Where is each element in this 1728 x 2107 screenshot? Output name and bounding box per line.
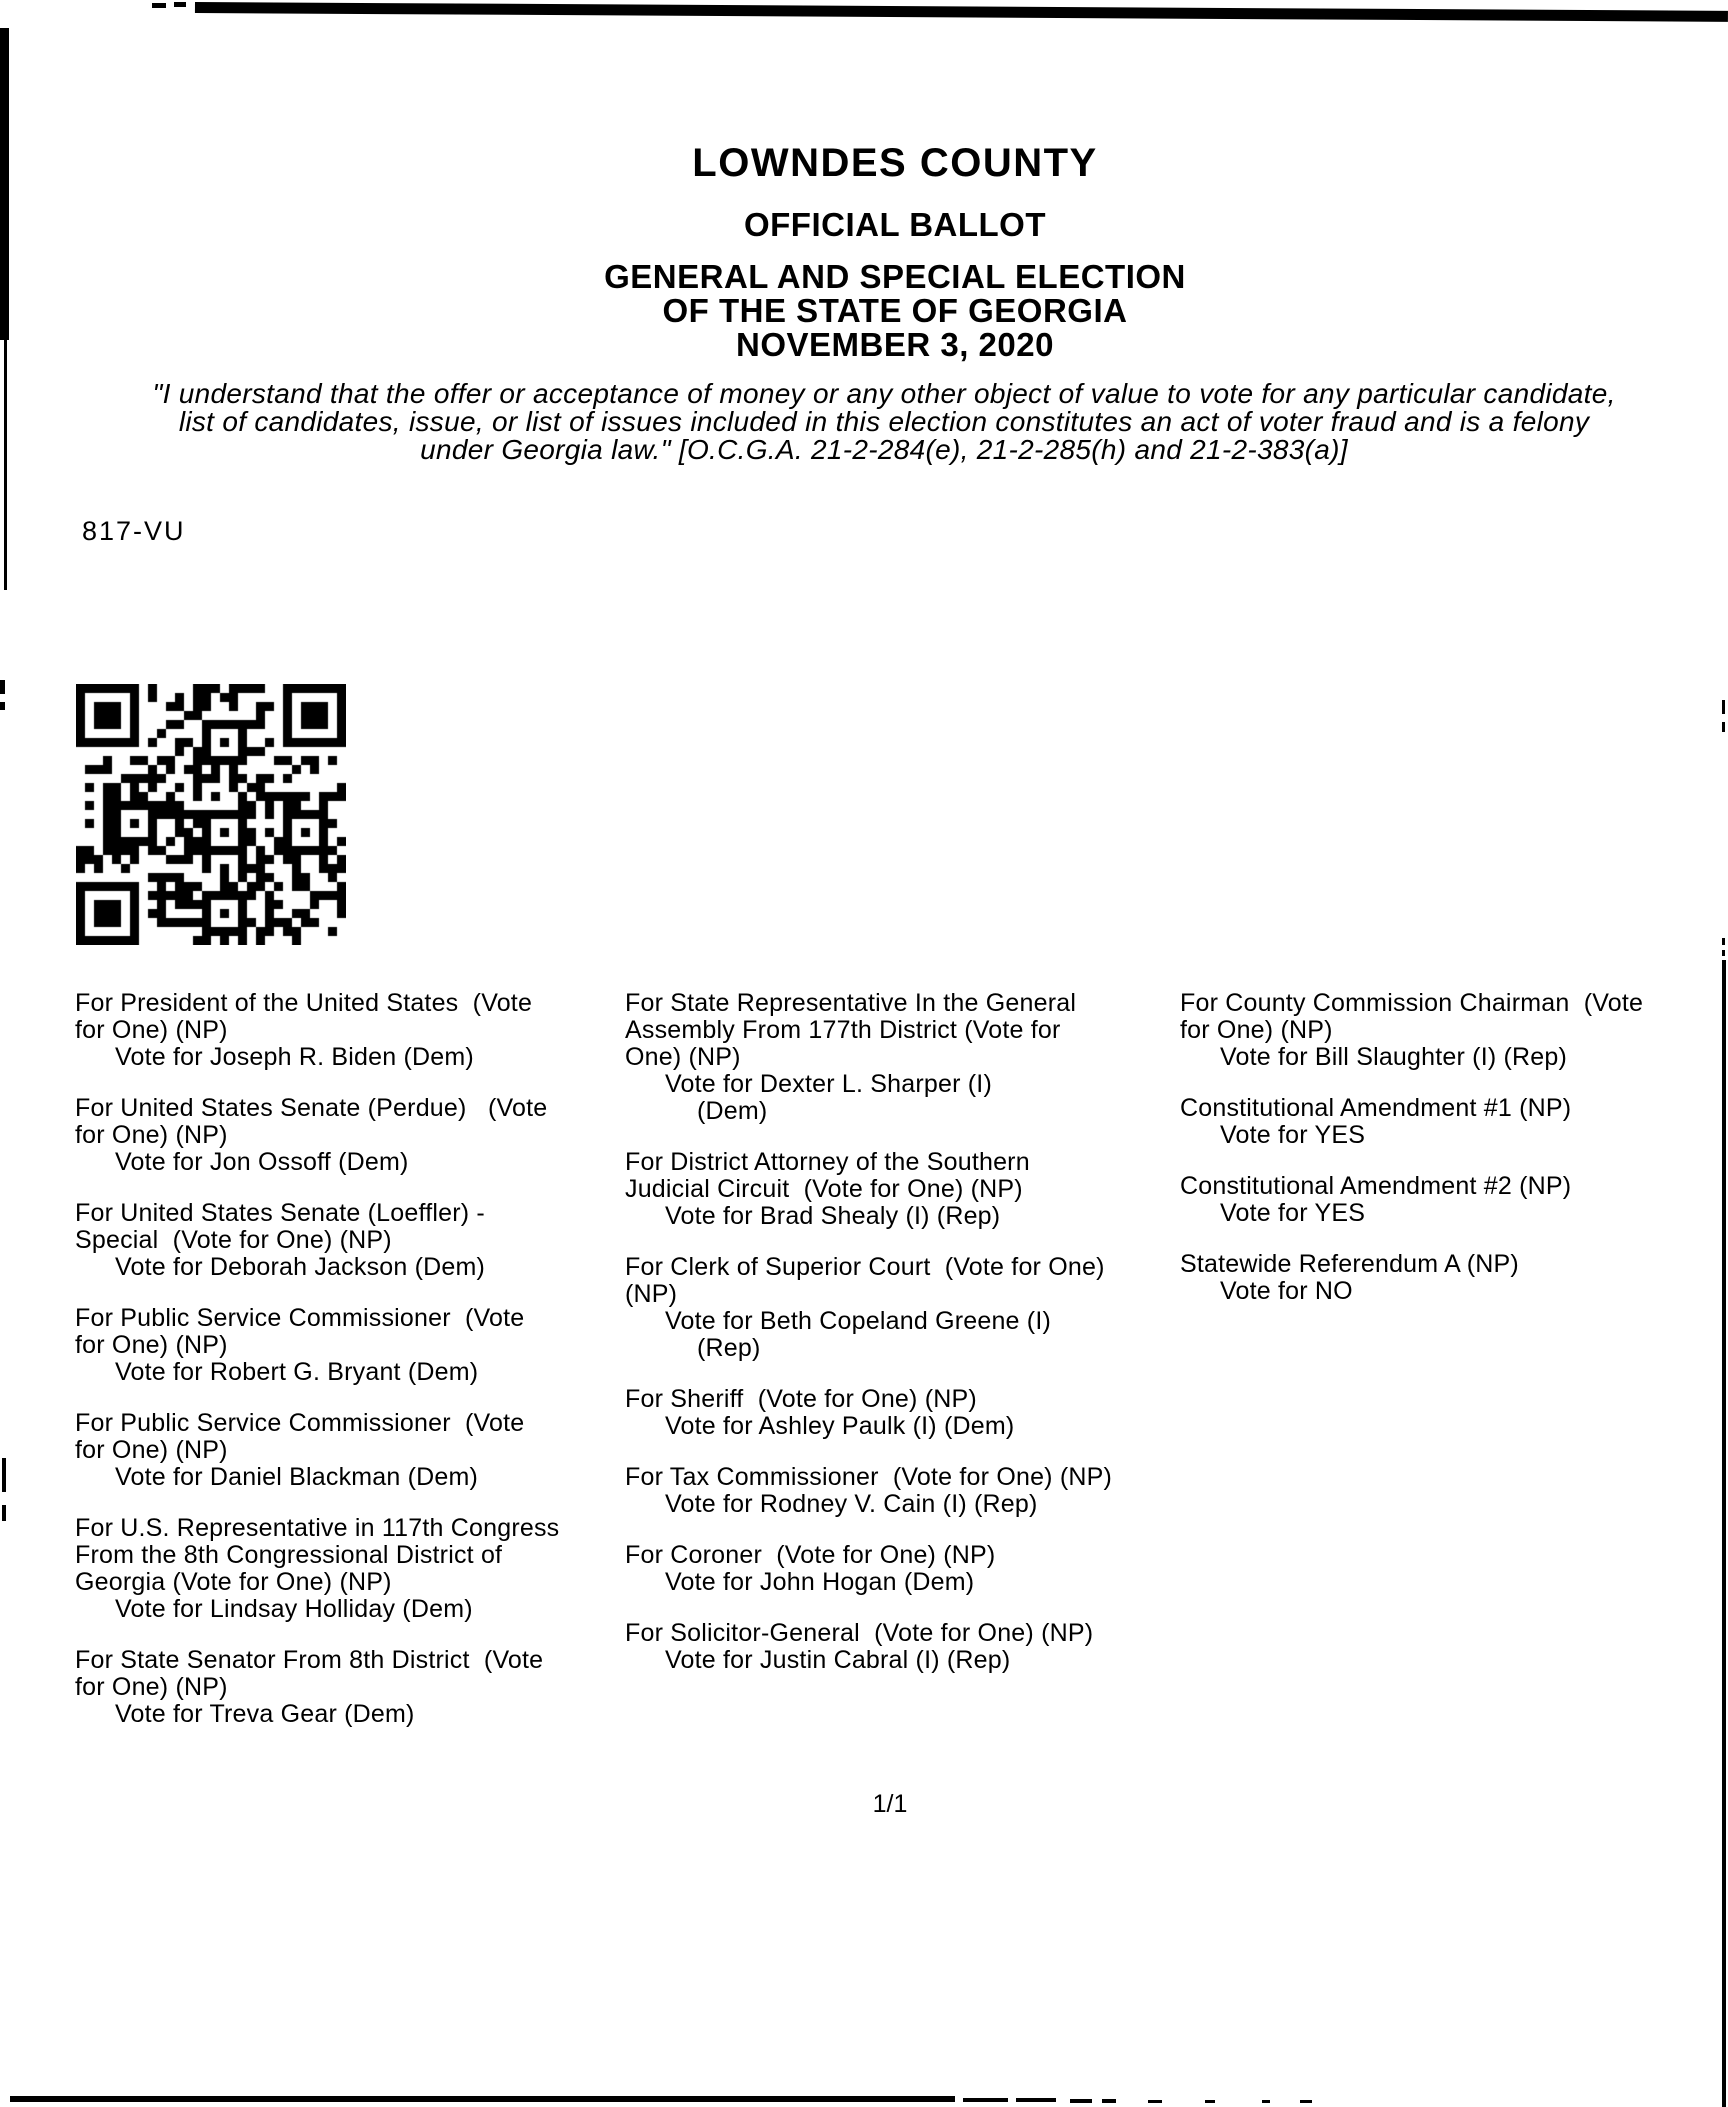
contest-title-line: For District Attorney of the Southern [625,1148,1030,1176]
vote-selection-line: Vote for Deborah Jackson (Dem) [115,1253,486,1281]
contest-title-line: From the 8th Congressional District of [75,1541,503,1569]
contest-title-line: Constitutional Amendment #2 (NP) [1180,1172,1572,1200]
contest-title-line: For United States Senate (Loeffler) - [75,1199,485,1227]
vote-selection-line: Vote for Ashley Paulk (I) (Dem) [665,1412,1015,1440]
scan-artifact-top-dash [152,3,166,8]
vote-selection-line: (Rep) [697,1334,761,1362]
ballot-column-2 [625,990,1175,1698]
contest [75,1095,625,1176]
contest-title-line: for One) (NP) [1180,1016,1333,1044]
vote-selection-line: (Dem) [697,1097,768,1125]
contest-title-line: For Solicitor-General (Vote for One) (NP) [625,1619,1094,1647]
scan-artifact-bottom-line [10,2096,955,2102]
scan-artifact-right-dash [1722,938,1725,945]
scan-artifact-bottom-dash [1016,2098,1056,2102]
contest-title-line: For Public Service Commissioner (Vote [75,1409,525,1437]
contest-title-line: Statewide Referendum A (NP) [1180,1250,1519,1278]
contest [75,1200,625,1281]
page-number: 1/1 [872,1790,908,1818]
contest-title-line: For Clerk of Superior Court (Vote for One) [625,1253,1105,1281]
contest-title-line: For Coroner (Vote for One) (NP) [625,1541,996,1569]
contest-title-line: for One) (NP) [75,1121,228,1149]
contest-title-line: for One) (NP) [75,1331,228,1359]
fraud-disclaimer-line: list of candidates, issue, or list of issues included in this election constitutes an act of voter fraud and is a felony [178,406,1590,437]
election-date: NOVEMBER 3, 2020 [736,326,1054,363]
contest-title-line: (NP) [625,1280,678,1308]
contest-title-line: for One) (NP) [75,1436,228,1464]
contest [625,1386,1175,1440]
contest-title-line: Assembly From 177th District (Vote for [625,1016,1061,1044]
contest [1180,1095,1728,1149]
contest [1180,1251,1728,1305]
scan-artifact-left-bar [0,28,9,340]
contest [75,1515,625,1623]
vote-selection-line: Vote for Beth Copeland Greene (I) [665,1307,1051,1335]
contest-title-line: For County Commission Chairman (Vote [1180,989,1644,1017]
contest-title-line: For Sheriff (Vote for One) (NP) [625,1385,977,1413]
scan-artifact-right-dash [1722,722,1725,732]
scan-artifact-left-dash [2,1505,6,1521]
scan-artifact-top-dash [174,2,186,7]
vote-selection-line: Vote for Joseph R. Biden (Dem) [115,1043,474,1071]
election-title-line2: OF THE STATE OF GEORGIA [662,292,1128,329]
vote-selection-line: Vote for John Hogan (Dem) [665,1568,975,1596]
scan-artifact-left-line [4,340,7,590]
vote-selection-line: Vote for YES [1220,1121,1366,1149]
contest [625,990,1175,1125]
scan-artifact-bottom-dash [1205,2100,1215,2103]
vote-selection-line: Vote for Bill Slaughter (I) (Rep) [1220,1043,1568,1071]
contest [625,1149,1175,1230]
contest [75,1410,625,1491]
contest [625,1464,1175,1518]
contest-title-line: for One) (NP) [75,1016,228,1044]
contest [625,1542,1175,1596]
vote-selection-line: Vote for Justin Cabral (I) (Rep) [665,1646,1011,1674]
contest [1180,1173,1728,1227]
ballot-header [62,142,1728,362]
vote-selection-line: Vote for Lindsay Holliday (Dem) [115,1595,473,1623]
contest-title-line: For U.S. Representative in 117th Congress [75,1514,560,1542]
contest-title-line: For State Representative In the General [625,989,1077,1017]
qr-code [76,684,346,945]
vote-selection-line: Vote for Brad Shealy (I) (Rep) [665,1202,1001,1230]
fraud-disclaimer-line: "I understand that the offer or acceptance of money or any other object of value to vote for any particular candidate, [152,378,1616,409]
contest-title-line: For Public Service Commissioner (Vote [75,1304,525,1332]
contest [1180,990,1728,1071]
vote-selection-line: Vote for Jon Ossoff (Dem) [115,1148,409,1176]
contest [75,990,625,1071]
scan-artifact-right-dash [1722,950,1725,956]
contest-title-line: For United States Senate (Perdue) (Vote [75,1094,548,1122]
county-title: LOWNDES COUNTY [692,141,1098,185]
scan-artifact-bottom-dash [1300,2100,1312,2103]
scan-artifact-bottom-dash [1148,2100,1162,2103]
scan-artifact-left-dash [0,702,5,710]
scan-artifact-bottom-dash [1102,2099,1116,2103]
scan-artifact-right-dash [1722,700,1725,714]
ballot-style-code: 817-VU [82,516,186,546]
contest [625,1254,1175,1362]
ballot-column-1 [75,990,625,1752]
scan-artifact-bottom-dash [1070,2099,1092,2103]
scan-artifact-left-dash [2,1458,6,1492]
fraud-disclaimer [40,380,1728,464]
scan-artifact-bottom-dash [1262,2100,1270,2103]
ballot-column-3 [1180,990,1728,1329]
vote-selection-line: Vote for YES [1220,1199,1366,1227]
fraud-disclaimer-line: under Georgia law." [O.C.G.A. 21-2-284(e), 21-2-285(h) and 21-2-383(a)] [420,434,1348,465]
ballot-type-title: OFFICIAL BALLOT [743,206,1047,243]
election-title-line1: GENERAL AND SPECIAL ELECTION [604,258,1186,295]
vote-selection-line: Vote for Rodney V. Cain (I) (Rep) [665,1490,1038,1518]
contest-title-line: Constitutional Amendment #1 (NP) [1180,1094,1572,1122]
scan-artifact-bottom-dash [963,2098,1008,2102]
contest [75,1305,625,1386]
vote-selection-line: Vote for Dexter L. Sharper (I) [665,1070,992,1098]
scan-artifact-left-dash [0,680,5,694]
contest-title-line: For Tax Commissioner (Vote for One) (NP) [625,1463,1113,1491]
contest [625,1620,1175,1674]
contest-title-line: For President of the United States (Vote [75,989,533,1017]
contest-title-line: One) (NP) [625,1043,741,1071]
contest-title-line: for One) (NP) [75,1673,228,1701]
vote-selection-line: Vote for NO [1220,1277,1353,1305]
contest [75,1647,625,1728]
contest-title-line: Special (Vote for One) (NP) [75,1226,392,1254]
vote-selection-line: Vote for Daniel Blackman (Dem) [115,1463,479,1491]
contest-title-line: Judicial Circuit (Vote for One) (NP) [625,1175,1023,1203]
contest-title-line: Georgia (Vote for One) (NP) [75,1568,392,1596]
vote-selection-line: Vote for Treva Gear (Dem) [115,1700,415,1728]
scan-artifact-top-bar [195,2,1728,22]
vote-selection-line: Vote for Robert G. Bryant (Dem) [115,1358,479,1386]
contest-title-line: For State Senator From 8th District (Vote [75,1646,544,1674]
